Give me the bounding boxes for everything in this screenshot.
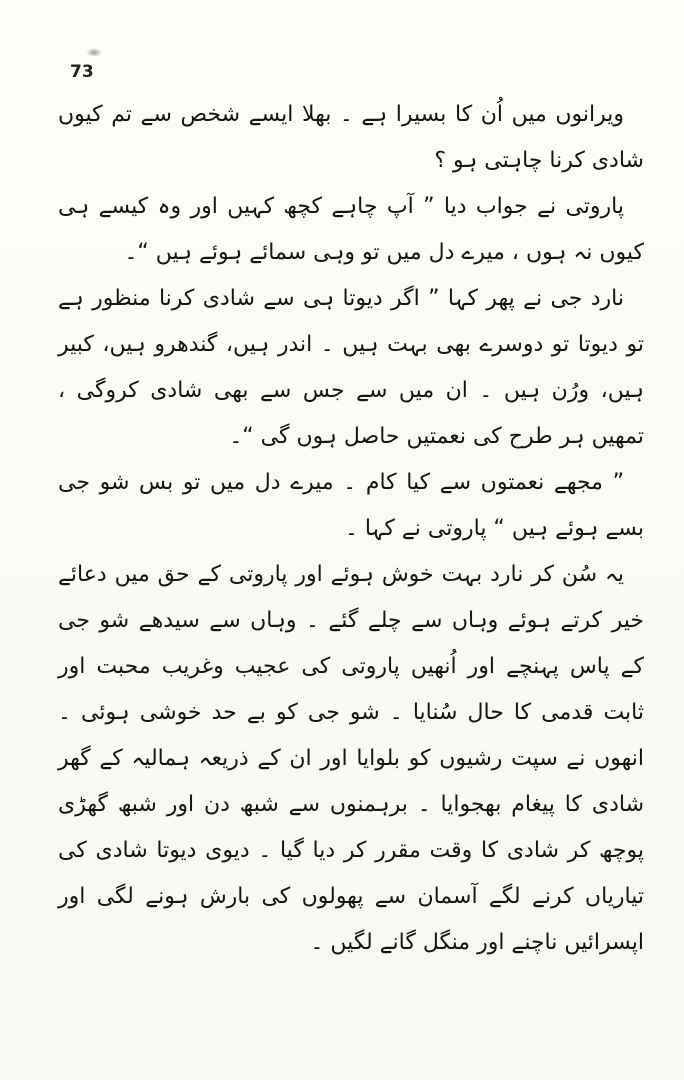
paragraph: ویرانوں میں اُن کا بسیرا ہے ۔ بھلا ایسے شخص سے تم کیوں شادی کرنا چاہتی ہو ؟ — [58, 102, 644, 173]
paragraph: نارد جی نے پھر کہا ” اگر دیوتا ہی سے شادی کرنا منظور ہے تو دیوتا تو دوسرے بھی بہت ہیں ۔ اندر ہیں، گندھرو ہیں، کبیر ہیں، ورُن ہیں ۔ ان میں سے جس سے بھی شادی کروگی ، تمھیں ہر طرح کی نعمتیں حاصل ہوں گی “۔ — [58, 286, 644, 449]
paragraph: یہ سُن کر نارد بہت خوش ہوئے اور پاروتی کے حق میں دعائے خیر کرتے ہوئے وہاں سے چلے گئے ۔ وہاں سے سیدھے شو جی کے پاس پہنچے اور اُنھیں پاروتی کی عجیب وغریب محبت اور ثابت قدمی کا حال سُنایا ۔ شو جی کو بے حد خوشی ہوئی ۔ انھوں نے سپت رشیوں کو بلوایا اور ان کے ذریعہ ہمالیہ کے گھر شادی کا پیغام بھجوایا ۔ برہمنوں سے شبھ دن اور شبھ گھڑی پوچھ کر شادی کا وقت مقرر کر دیا گیا ۔ دیوی دیوتا شادی کی تیاریاں کرنے لگے آسمان سے پھولوں کی بارش ہونے لگی اور اپسرائیں ناچنے اور منگل گانے لگیں ۔ — [58, 562, 644, 955]
page-text — [58, 92, 644, 966]
ink-smudge — [86, 48, 102, 57]
paragraph: ” مجھے نعمتوں سے کیا کام ۔ میرے دل میں تو بس شو جی بسے ہوئے ہیں “ پاروتی نے کہا ۔ — [58, 470, 644, 541]
paragraph: پاروتی نے جواب دیا ” آپ چاہے کچھ کہیں اور وہ کیسے ہی کیوں نہ ہوں ، میرے دل میں تو وہی سمائے ہوئے ہیں “۔ — [58, 194, 644, 265]
page-number: 73 — [70, 62, 94, 82]
